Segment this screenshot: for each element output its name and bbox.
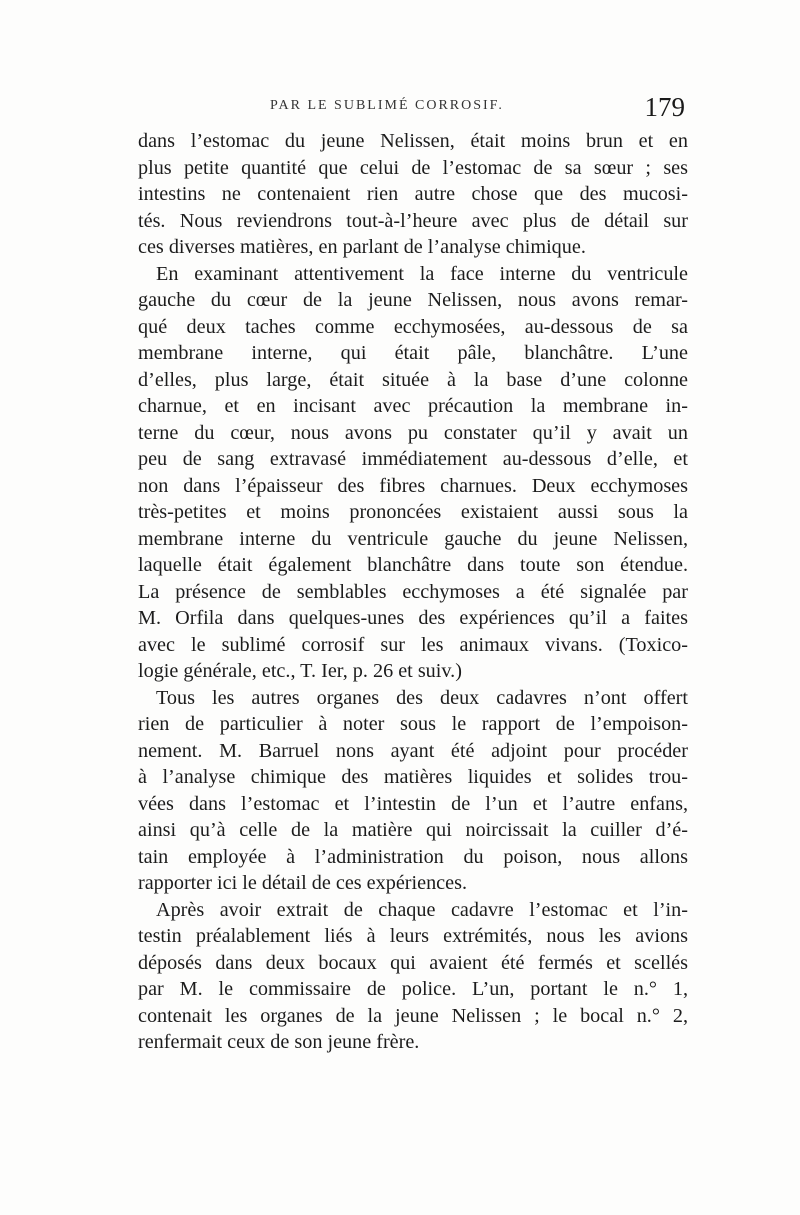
text-line: laquelle était également blanchâtre dans toute son étendue.	[138, 554, 688, 576]
text-line: qué deux taches comme ecchymosées, au-dessous de sa	[138, 315, 688, 338]
text-line: terne du cœur, nous avons pu constater qu’il y avait un	[138, 421, 688, 444]
text-line: membrane interne du ventricule gauche du jeune Nelissen,	[138, 527, 688, 550]
text-line: tain employée à l’administration du poison, nous allons	[138, 845, 688, 868]
text-line: à l’analyse chimique des matières liquides et solides trou-	[138, 766, 688, 788]
text-line: membrane interne, qui était pâle, blanchâtre. L’une	[138, 342, 688, 364]
text-line: plus petite quantité que celui de l’estomac de sa sœur ; ses	[138, 156, 688, 179]
text-line: logie générale, etc., T. Ier, p. 26 et suiv.)	[138, 660, 462, 682]
text-line: vées dans l’estomac et l’intestin de l’un et l’autre enfans,	[138, 792, 688, 815]
text-line: contenait les organes de la jeune Nelissen ; le bocal n.° 2,	[138, 1004, 688, 1027]
text-line: gauche du cœur de la jeune Nelissen, nous avons remar-	[138, 289, 688, 311]
running-title: PAR LE SUBLIMÉ CORROSIF.	[270, 98, 504, 113]
text-line: Tous les autres organes des deux cadavres n’ont offert	[156, 686, 688, 709]
text-line: testin préalablement liés à leurs extrémités, nous les avions	[138, 925, 688, 947]
text-line: En examinant attentivement la face interne du ventricule	[156, 262, 688, 285]
text-line: très-petites et moins prononcées existaient aussi sous la	[138, 501, 688, 523]
text-line: La présence de semblables ecchymoses a été signalée par	[138, 580, 688, 603]
text-line: d’elles, plus large, était située à la base d’une colonne	[138, 368, 688, 391]
text-line: rien de particulier à noter sous le rapport de l’empoison-	[138, 713, 688, 735]
text-line: tés. Nous reviendrons tout-à-l’heure avec plus de détail sur	[138, 209, 688, 232]
paragraph	[138, 685, 688, 897]
text-line: dans l’estomac du jeune Nelissen, était moins brun et en	[138, 130, 688, 152]
text-line: ces diverses matières, en parlant de l’analyse chimique.	[138, 236, 586, 258]
text-line: Après avoir extrait de chaque cadavre l’estomac et l’in-	[156, 898, 688, 921]
text-line: rapporter ici le détail de ces expériences.	[138, 872, 467, 894]
text-line: avec le sublimé corrosif sur les animaux vivans. (Toxico-	[138, 633, 688, 656]
text-line: renfermait ceux de son jeune frère.	[138, 1031, 420, 1053]
text-line: par M. le commissaire de police. L’un, portant le n.° 1,	[138, 978, 688, 1000]
text-line: intestins ne contenaient rien autre chose que des mucosi-	[138, 183, 688, 205]
running-head	[140, 92, 685, 122]
text-line: déposés dans deux bocaux qui avaient été fermés et scellés	[138, 951, 688, 974]
text-line: nement. M. Barruel nons ayant été adjoint pour procéder	[138, 739, 688, 762]
body-text	[138, 128, 688, 1056]
text-line: non dans l’épaisseur des fibres charnues. Deux ecchymoses	[138, 474, 688, 497]
page-number: 179	[644, 92, 685, 122]
text-line: peu de sang extravasé immédiatement au-dessous d’elle, et	[138, 448, 688, 470]
paragraph	[138, 128, 688, 261]
text-line: M. Orfila dans quelques-unes des expériences qu’il a faites	[138, 607, 688, 629]
paragraph	[138, 261, 688, 685]
paragraph	[138, 897, 688, 1056]
text-line: ainsi qu’à celle de la matière qui noircissait la cuiller d’é-	[138, 819, 688, 841]
text-line: charnue, et en incisant avec précaution la membrane in-	[138, 395, 688, 417]
